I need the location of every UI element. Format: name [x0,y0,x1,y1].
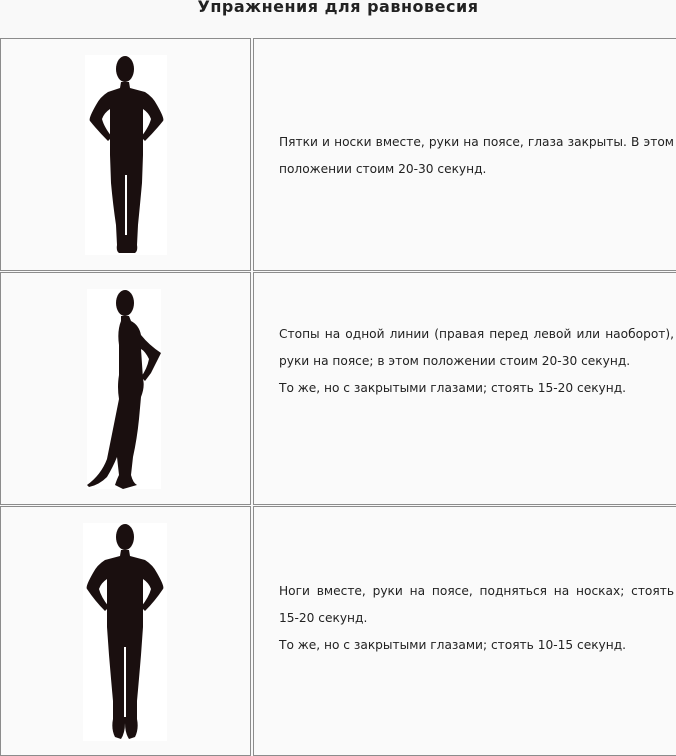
person-front-icon [85,55,167,255]
exercise-1-figure [85,55,167,255]
exercise-3-text-cell [253,506,676,756]
exercise-2-description [279,321,674,402]
exercise-2-figure [87,289,161,489]
exercise-2-image-cell [0,272,251,505]
exercise-1-description [279,129,674,183]
exercise-3-description [279,578,674,659]
exercise-3-image-cell [0,506,251,756]
exercise-3-figure [83,523,167,741]
person-side-icon [87,289,161,489]
exercise-3-paragraph-1: Ноги вместе, руки на поясе, подняться на носках; стоять 15-20 секунд. [279,584,674,625]
page-title: Упражнения для равновесия [197,0,479,16]
exercise-1-image-cell [0,38,251,271]
person-on-toes-icon [83,523,167,741]
exercise-2-paragraph-2: То же, но с закрытыми глазами; стоять 15-20 секунд. [279,381,627,395]
exercise-2-paragraph-1: Стопы на одной линии (правая перед левой или наоборот), руки на поясе; в этом положении стоим 20-30 секунд. [279,327,674,368]
exercise-2-text-cell [253,272,676,505]
exercise-3-paragraph-2: То же, но с закрытыми глазами; стоять 10-15 секунд. [279,638,627,652]
exercise-1-text-cell [253,38,676,271]
exercise-1-paragraph-1: Пятки и носки вместе, руки на поясе, глаза закрыты. В этом положении стоим 20-30 секунд. [279,135,674,176]
